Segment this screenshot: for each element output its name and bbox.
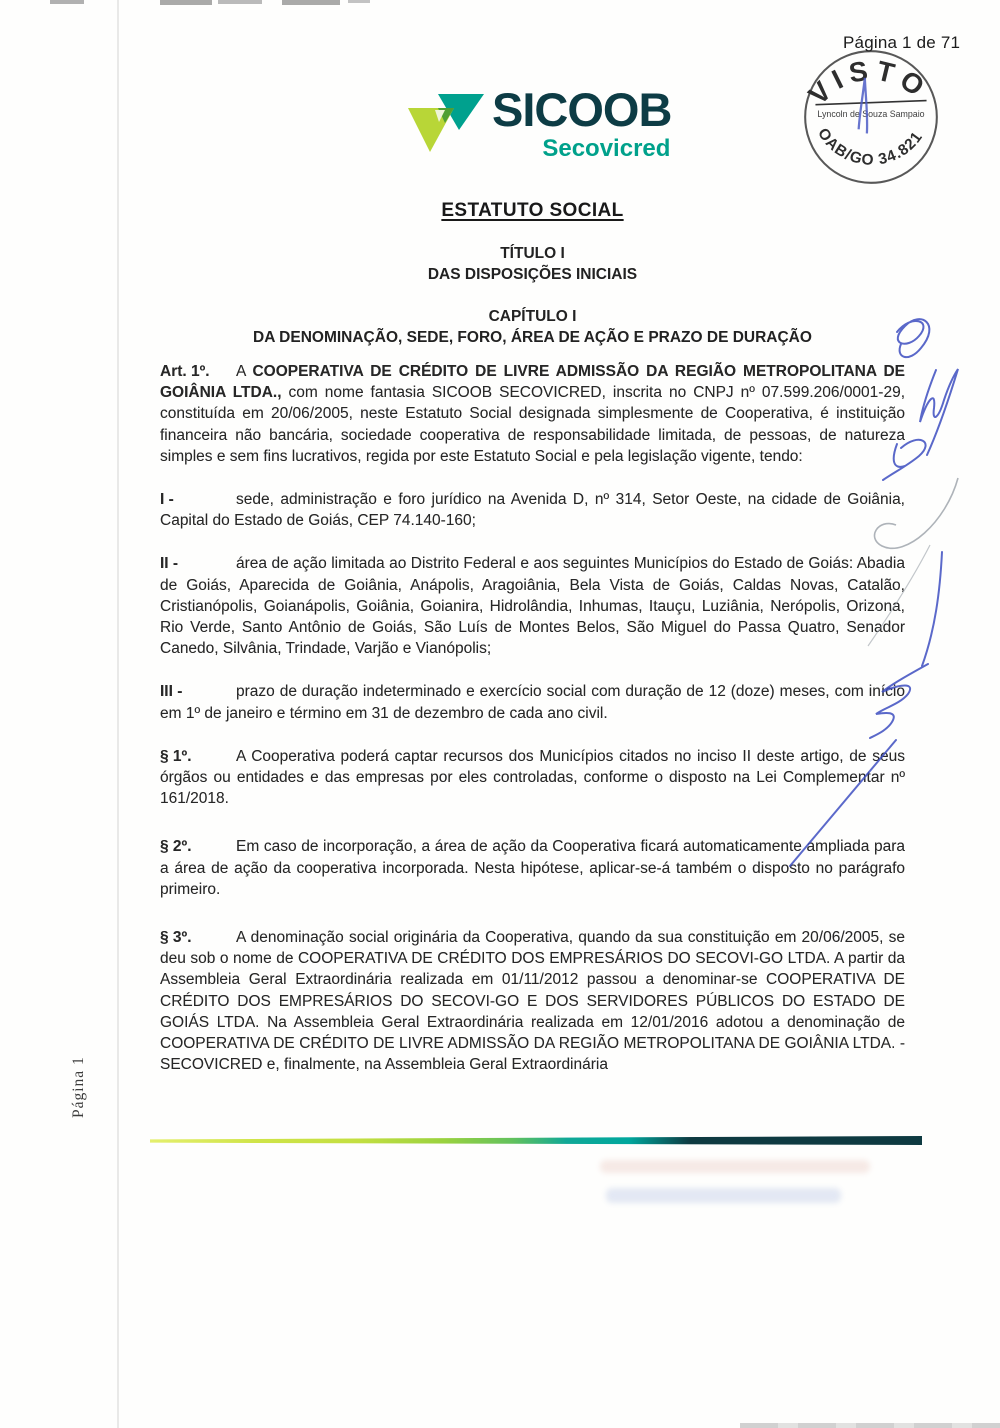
document-title-text: ESTATUTO SOCIAL [441, 200, 624, 221]
article-label: Art. 1º. [160, 363, 210, 380]
document-body [160, 361, 905, 1097]
scan-artifact [740, 1423, 1000, 1428]
inciso-iii-paragraph [160, 681, 905, 723]
sicoob-logo [404, 83, 672, 166]
inciso-ii-text: área de ação limitada ao Distrito Federal e aos seguintes Municípios do Estado de Goiás: Abadia de Goiás, Aparecida de Goiânia, Anápolis, Aragoiânia, Bela Vista de Goiás, Caldas Novas, Catalão, Cristianópolis, Goianápolis, Goiânia, Goianira, Hidrolândia, Inhumas, Itauçu, Luziânia, Nerópolis, Orizona, Rio Verde, Santo Antônio de Goiás, São Luís de Montes Belos, São Miguel do Passa Quatro, Senador Canedo, Silvânia, Trindade, Varjão e Vianópolis; [160, 555, 905, 658]
inciso-iii-label: III - [160, 683, 183, 701]
scan-smudge [606, 1188, 841, 1203]
scan-artifact [348, 0, 370, 3]
article-rest-text: com nome fantasia SICOOB SECOVICRED, inscrita no CNPJ nº 07.599.206/0001-29, constituída em 20/06/2005, neste Estatuto Social designada simplesmente de Cooperativa, é instituição financeira não bancária, sociedade cooperativa de responsabilidade limitada, de pessoas, de natureza simples e sem fins lucrativos, regida por este Estatuto Social e pela legislação vigente, tendo: [160, 384, 906, 465]
paragrafo-3-paragraph [160, 927, 905, 1075]
scan-artifact [282, 0, 340, 5]
svg-text:OAB/GO 34.821 [814, 125, 926, 169]
inciso-ii-paragraph [160, 553, 905, 659]
article-1-paragraph [160, 361, 905, 467]
titulo-line: TÍTULO I [500, 245, 565, 262]
logo-text [492, 83, 672, 163]
sicoob-logo-mark-icon [404, 86, 488, 166]
paragrafo-1-paragraph [160, 746, 905, 810]
footer-gradient-bar [150, 1136, 922, 1145]
page-indicator: Página 1 de 71 [843, 33, 961, 52]
paragrafo-1-text: A Cooperativa poderá captar recursos dos Municípios citados no inciso II deste artigo, de seus órgãos ou entidades e das empresas por eles controladas, conforme o disposto na Lei Complementar nº 161/2018. [160, 747, 905, 808]
capitulo-subline: DA DENOMINAÇÃO, SEDE, FORO, ÁREA DE AÇÃO E PRAZO DE DURAÇÃO [253, 329, 812, 346]
visto-stamp [799, 45, 943, 189]
pen-long-stroke [922, 552, 942, 666]
document-title [160, 200, 905, 222]
title-block [160, 243, 905, 285]
titulo-subline: DAS DISPOSIÇÕES INICIAIS [427, 266, 638, 283]
inciso-i-paragraph [160, 489, 905, 531]
logo-brand-text: SICOOB [492, 83, 672, 136]
inciso-iii-text: prazo de duração indeterminado e exercício social com duração de 12 (doze) meses, com início em 1º de janeiro e término em 31 de dezembro de cada ano civil. [160, 683, 905, 722]
inciso-i-label: I - [160, 491, 174, 509]
scan-line [117, 0, 119, 1428]
scan-artifact [218, 0, 262, 4]
pen-initials-2 [920, 369, 958, 455]
paragrafo-3-text: A denominação social originária da Cooperativa, quando da sua constituição em 20/06/2005, se deu sob o nome de COOPERATIVA DE CRÉDITO DOS EMPRESÁRIOS DO SECOVI-GO LTDA. A partir da Assembleia Geral Extraordinária realizada em 01/11/2012 passou a denominar-se COOPERATIVA DE CRÉDITO DOS EMPRESÁRIOS DO SECOVI-GO E DOS SERVIDORES PÚBLICOS DO ESTADO DE GOIÁS LTDA. Na Assembleia Geral Extraordinária realizada em 12/01/2016 adotou a denominação de COOPERATIVA DE CRÉDITO DE LIVRE ADMISSÃO DA REGIÃO METROPOLITANA DE GOIÂNIA LTDA. - SECOVICRED e, finalmente, na Assembleia Geral Extraordinária [160, 929, 905, 1074]
paragrafo-2-text: Em caso de incorporação, a área de ação da Cooperativa ficará automaticamente ampliada para a área de ação da cooperativa incorporada. Nesta hipótese, aplicar-se-á também o disposto no parágrafo primeiro. [160, 838, 905, 898]
scan-smudge [600, 1160, 870, 1173]
paragrafo-2-label: § 2º. [160, 838, 192, 856]
paragrafo-2-paragraph [160, 836, 905, 900]
paragrafo-1-label: § 1º. [160, 747, 192, 765]
inciso-ii-label: II - [160, 555, 179, 573]
stamp-bottom-text: OAB/GO 34.821 [814, 125, 927, 169]
scan-artifact [160, 0, 212, 5]
stamp-top-text: VISTO [802, 54, 936, 111]
stamp-name: Lyncoln de Souza Sampaio [817, 109, 925, 119]
side-page-label: Página 1 [70, 1056, 87, 1118]
cooperative-name-text: COOPERATIVA DE CRÉDITO DE LIVRE ADMISSÃO DA REGIÃO METROPOLITANA DE GOIÂNIA LTDA., [160, 363, 905, 402]
scan-artifact [50, 0, 84, 4]
inciso-i-text: sede, administração e foro jurídico na Avenida D, nº 314, Setor Oeste, na cidade de Goiânia, Capital do Estado de Goiás, CEP 74.140-160; [160, 491, 905, 530]
capitulo-line: CAPÍTULO I [488, 308, 577, 325]
article-pre-text: A [236, 363, 246, 380]
paragrafo-3-label: § 3º. [160, 929, 192, 947]
chapter-block [160, 306, 905, 348]
logo-subbrand-text: Secovicred [542, 134, 671, 162]
